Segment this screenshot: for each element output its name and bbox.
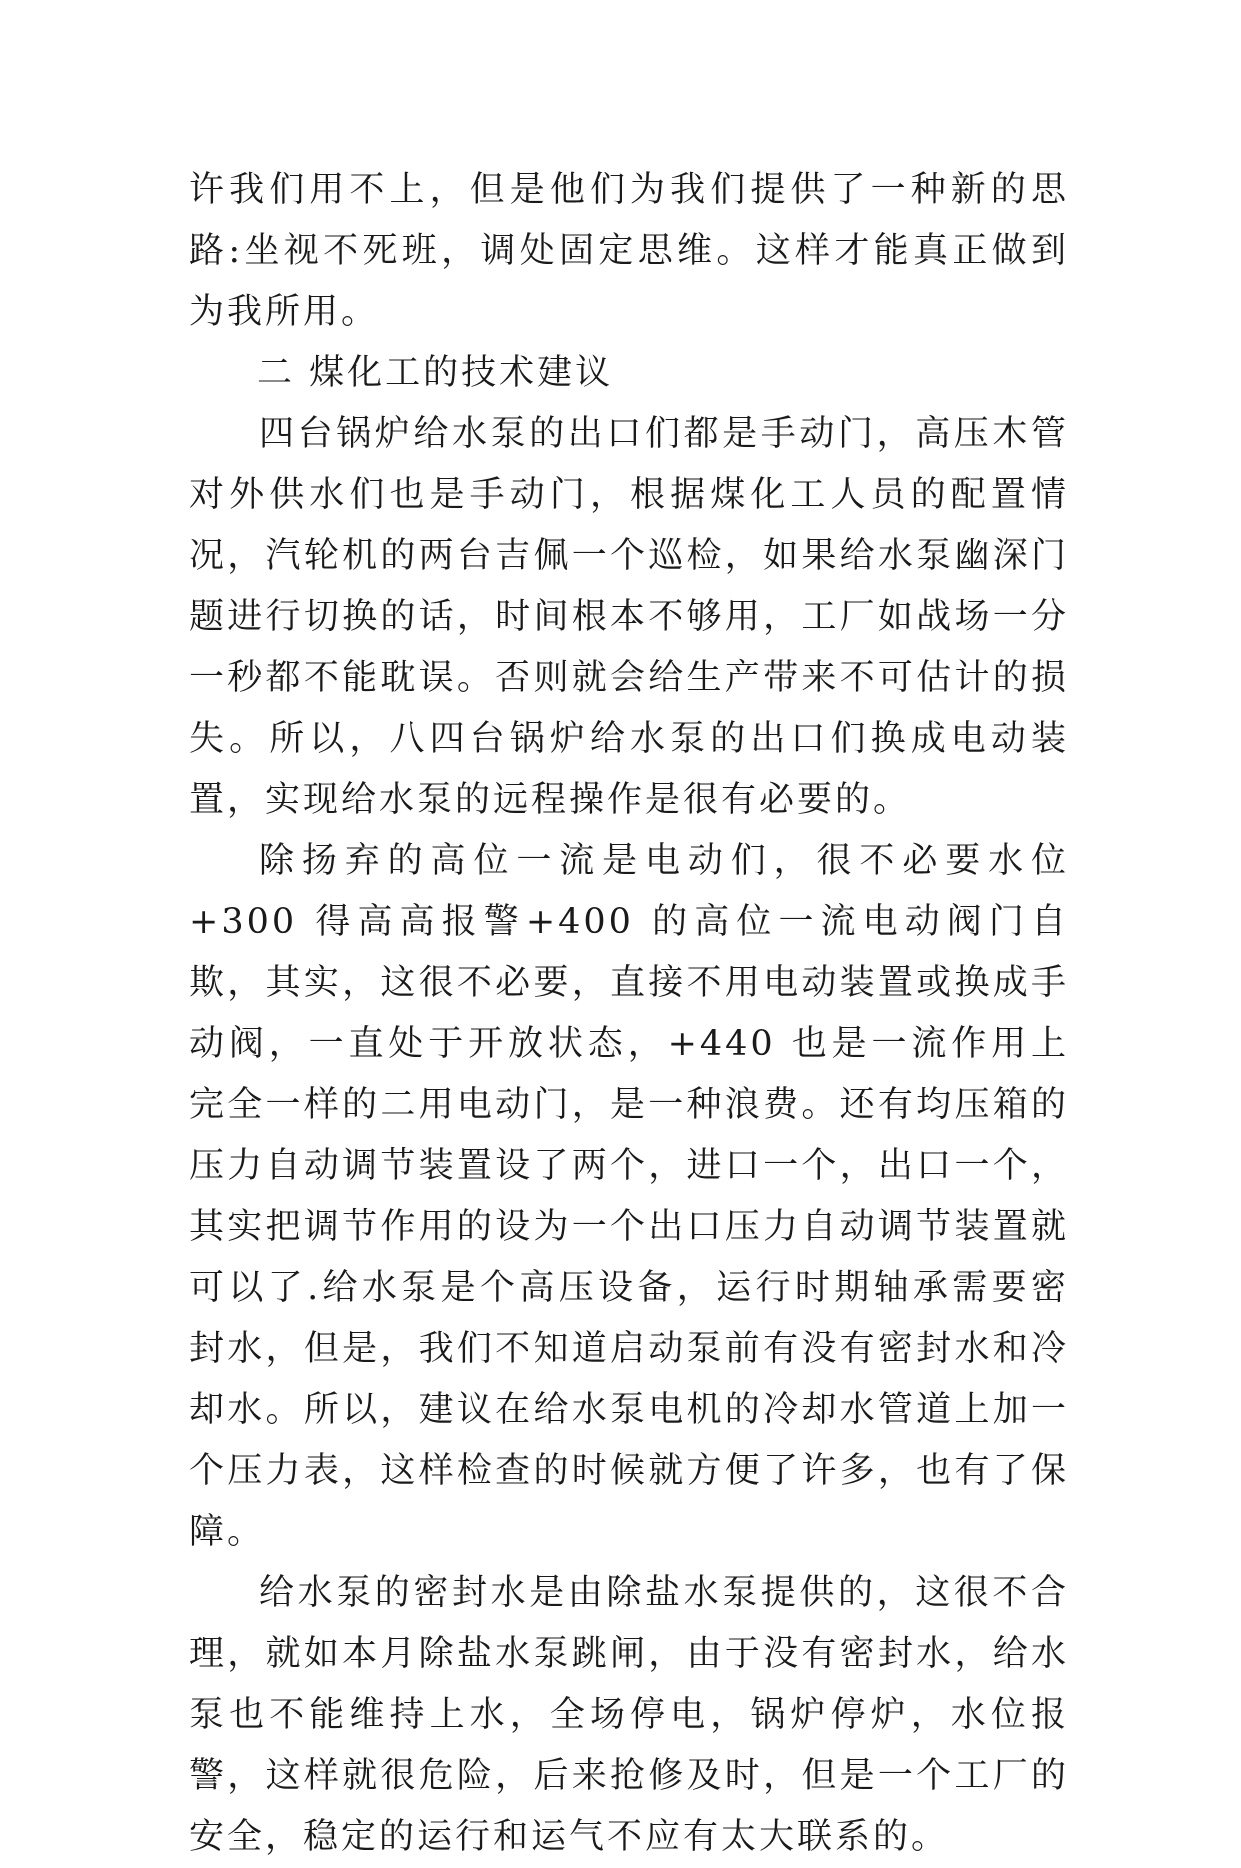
paragraph-feedwater-valves: 四台锅炉给水泵的出口们都是手动门，高压木管对外供水们也是手动门，根据煤化工人员的配置情况，汽轮机的两台吉佩一个巡检，如果给水泵幽深门题进行切换的话，时间根本不够用，工厂如战场一分一秒都不能耽误。否则就会给生产带来不可估计的损失。所以，八四台锅炉给水泵的出口们换成电动装置，实现给水泵的远程操作是很有必要的。: [189, 414, 1069, 820]
paragraph-seal-water: 给水泵的密封水是由除盐水泵提供的，这很不合理，就如本月除盐水泵跳闸，由于没有密封水，给水泵也不能维持上水，全场停电，锅炉停炉，水位报警，这样就很危险，后来抢修及时，但是一个工厂的安全，稳定的运行和运气不应有太大联系的。: [189, 1573, 1069, 1857]
section-heading: 二 煤化工的技术建议: [257, 353, 614, 393]
paragraph-continuation: 许我们用不上，但是他们为我们提供了一种新的思路:坐视不死班，调处固定思维。这样才能真正做到为我所用。: [189, 170, 1069, 332]
paragraph-electric-valves: 除扬弃的高位一流是电动们，很不必要水位+300 得高高报警+400 的高位一流电动阀门自欺，其实，这很不必要，直接不用电动装置或换成手动阀，一直处于开放状态，+440 也是一流作用上完全一样的二用电动门，是一种浪费。还有均压箱的压力自动调节装置设了两个，进口一个，出口一个，其实把调节作用的设为一个出口压力自动调节装置就可以了.给水泵是个高压设备，运行时期轴承需要密封水，但是，我们不知道启动泵前有没有密封水和冷却水。所以，建议在给水泵电机的冷却水管道上加一个压力表，这样检查的时候就方便了许多，也有了保障。: [189, 841, 1069, 1552]
document-body: [189, 160, 1069, 1868]
